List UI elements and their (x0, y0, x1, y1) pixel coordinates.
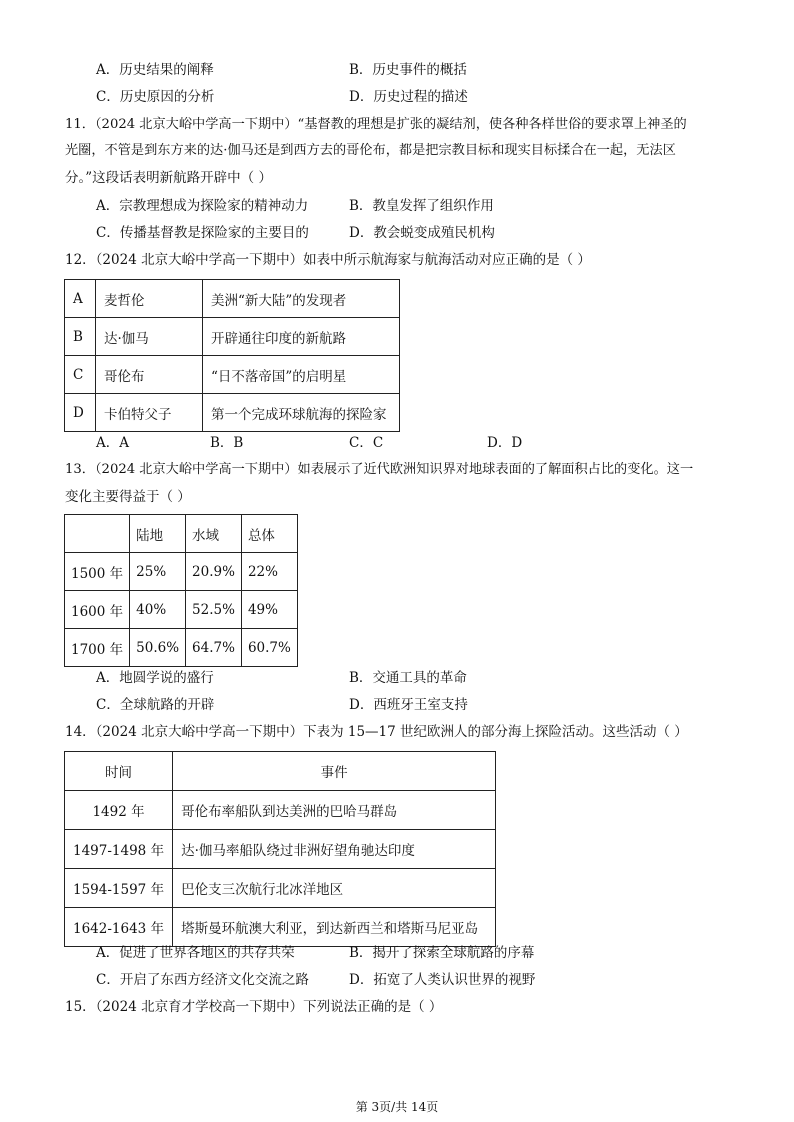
q10-option-b: B．历史事件的概括 (349, 62, 467, 78)
table-row (65, 908, 496, 947)
q14-option-a: A．促进了世界各地区的共存共荣 (96, 945, 295, 961)
table-cell: 25% (130, 553, 186, 591)
table-cell: A (65, 280, 96, 318)
q14-table (64, 751, 496, 947)
q11-option-b: B．教皇发挥了组织作用 (349, 198, 494, 214)
q13-option-a: A．地圆学说的盛行 (96, 670, 214, 686)
table-cell: 1492 年 (65, 791, 173, 830)
q11-option-c: C．传播基督教是探险家的主要目的 (96, 225, 309, 241)
q12-option-d: D．D (487, 435, 523, 451)
table-cell: 50.6% (130, 629, 186, 667)
table-cell: 52.5% (186, 591, 242, 629)
table-cell: 1642-1643 年 (65, 908, 173, 947)
q14-option-b: B．揭开了探索全球航路的序幕 (349, 945, 535, 961)
q10-option-a: A．历史结果的阐释 (96, 62, 214, 78)
table-header-cell: 陆地 (130, 515, 186, 553)
table-row (65, 629, 298, 667)
table-cell: 达·伽马 (96, 318, 203, 356)
table-row (65, 280, 400, 318)
table-header-row (65, 752, 496, 791)
table-cell: 麦哲伦 (96, 280, 203, 318)
table-header-cell: 水域 (186, 515, 242, 553)
table-cell: 塔斯曼环航澳大利亚，到达新西兰和塔斯马尼亚岛 (173, 908, 496, 947)
table-cell: 哥伦布率船队到达美洲的巴哈马群岛 (173, 791, 496, 830)
q13-stem-line2: 变化主要得益于（ ） (65, 489, 191, 505)
table-cell: 1700 年 (65, 629, 130, 667)
q13-option-b: B．交通工具的革命 (349, 670, 467, 686)
table-cell: 巴伦支三次航行北冰洋地区 (173, 869, 496, 908)
q12-stem: 12．（2024 北京大峪中学高一下期中）如表中所示航海家与航海活动对应正确的是（ ） (65, 252, 591, 268)
table-cell: 40% (130, 591, 186, 629)
table-cell: 卡伯特父子 (96, 394, 203, 432)
table-header-cell: 总体 (241, 515, 297, 553)
table-cell: 1600 年 (65, 591, 130, 629)
q13-table (64, 514, 298, 667)
table-row (65, 356, 400, 394)
table-cell: D (65, 394, 96, 432)
table-cell: 1500 年 (65, 553, 130, 591)
table-row (65, 869, 496, 908)
q13-option-c: C．全球航路的开辟 (96, 697, 215, 713)
table-row (65, 591, 298, 629)
table-cell: 美洲“新大陆”的发现者 (203, 280, 400, 318)
q11-option-a: A．宗教理想成为探险家的精神动力 (96, 198, 309, 214)
q14-option-d: D．拓宽了人类认识世界的视野 (349, 972, 536, 988)
table-row (65, 830, 496, 869)
table-header-cell: 事件 (173, 752, 496, 791)
table-cell: 1594-1597 年 (65, 869, 173, 908)
table-row (65, 318, 400, 356)
q10-option-c: C．历史原因的分析 (96, 89, 215, 105)
table-cell: 第一个完成环球航海的探险家 (203, 394, 400, 432)
table-row (65, 553, 298, 591)
table-cell: 20.9% (186, 553, 242, 591)
q11-stem-line3: 分。”这段话表明新航路开辟中（ ） (65, 170, 272, 186)
page-number: 第 3页/共 14页 (355, 1100, 439, 1114)
q12-option-a: A．A (96, 435, 129, 451)
q14-stem: 14．（2024 北京大峪中学高一下期中）下表为 15—17 世纪欧洲人的部分海上探险活动。这些活动（ ） (65, 724, 688, 740)
q12-option-b: B．B (210, 435, 244, 451)
table-row (65, 791, 496, 830)
table-cell: 开辟通往印度的新航路 (203, 318, 400, 356)
q13-option-d: D．西班牙王室支持 (349, 697, 468, 713)
table-cell: 60.7% (241, 629, 297, 667)
table-row (65, 394, 400, 432)
q11-option-d: D．教会蜕变成殖民机构 (349, 225, 495, 241)
table-cell: 达·伽马率船队绕过非洲好望角驰达印度 (173, 830, 496, 869)
table-header-cell (65, 515, 130, 553)
q10-option-d: D．历史过程的描述 (349, 89, 468, 105)
table-cell: 49% (241, 591, 297, 629)
q15-stem: 15．（2024 北京育才学校高一下期中）下列说法正确的是（ ） (65, 999, 443, 1015)
table-cell: 64.7% (186, 629, 242, 667)
table-cell: “日不落帝国”的启明星 (203, 356, 400, 394)
q14-option-c: C．开启了东西方经济文化交流之路 (96, 972, 309, 988)
q11-stem-line2: 光圈，不管是到东方来的达·伽马还是到西方去的哥伦布，都是把宗教目标和现实目标揉合在一起，无法区 (65, 143, 676, 158)
q13-stem-line1: 13．（2024 北京大峪中学高一下期中）如表展示了近代欧洲知识界对地球表面的了解面积占比的变化。这一 (65, 462, 694, 477)
q12-option-c: C．C (349, 435, 384, 451)
table-cell: C (65, 356, 96, 394)
table-cell: 1497-1498 年 (65, 830, 173, 869)
q11-stem-line1: 11．（2024 北京大峪中学高一下期中）“基督教的理想是扩张的凝结剂，使各种各样世俗的要求罩上神圣的 (65, 117, 687, 132)
table-header-cell: 时间 (65, 752, 173, 791)
table-cell: B (65, 318, 96, 356)
table-cell: 22% (241, 553, 297, 591)
q12-table (64, 279, 400, 432)
table-header-row (65, 515, 298, 553)
table-cell: 哥伦布 (96, 356, 203, 394)
